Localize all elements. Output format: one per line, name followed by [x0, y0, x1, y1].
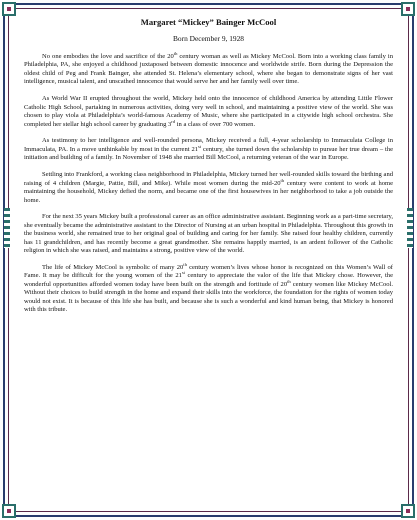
side-ornament-icon — [407, 208, 413, 248]
paragraph: As World War II erupted throughout the world, Mickey held onto the innocence of childhood America by attending Little Flower Catholic High School, partaking in numerous activities, doing very well in school, and maintaining a positive view of the world. She was chosen to play viola at Philadelphia’s world-famous Academy of Music, where she participated in a citywide high school orchestra. She completed her stellar high school career by graduating 3rd in a class of over 700 women. — [24, 95, 393, 128]
corner-ornament-icon — [401, 2, 415, 16]
document-title: Margaret “Mickey” Bainger McCool — [140, 17, 277, 27]
paragraph: Settling into Frankford, a working class neighborhood in Philadelphia, Mickey turned her well-rounded skills toward the birthing and raising of 4 children (Margie, Pattie, Bill, and Mike). While most women during the mid-20th century were content to work at home maintaining the household, Mickey defied the norm, and became one of the first housewives in her neighborhood to take a job outside the home. — [24, 171, 393, 204]
paragraph: For the next 35 years Mickey built a professional career as an office administrative assistant. Beginning work as a part-time secretary, she eventually became the administrative assistant to the Director of Nursing at an urban hospital in Philadelphia. Throughout this growth in the business world, she remained true to her original goal of building and caring for her family. She raised four healthy children, currently has 11 grandchildren, and has recently become a great grandmother. She remains happily married, is an ardent follower of the Catholic religion in which she was raised, and maintains a strong, positive view of the world. — [24, 213, 393, 255]
paragraph: The life of Mickey McCool is symbolic of many 20th century women’s lives whose honor is recognized on this Women’s Wall of Fame. It may be difficult for the young women of the 21st century to appreciate the valor of the life that Mickey chose. However, the wonderful opportunities afforded women today have been built on the strength and fortitude of 20th century women like Mickey McCool. Without their choices to build strength in the home and expand their skills into the workforce, the foundation for the rights of women today would not exist. It is because of this life she has built, and because she is such a wonderful and kind human being, that Mickey is honored with this tribute. — [24, 261, 393, 314]
document-body — [24, 17, 393, 508]
paragraph: No one embodies the love and sacrifice of the 20th century woman as well as Mickey McCool. Born into a working class family in Philadelphia, PA, she enjoyed a childhood juxtaposed between domestic innocence and worldwide strife. Born during the Depression the oldest child of Peg and Frank Bainger, she attended St. Helena’s elementary school, where she began to demonstrate signs of her vast intelligence, musical talent, and unscathed innocence that would serve her and her family well over time. — [24, 50, 393, 86]
side-ornament-icon — [4, 208, 10, 248]
corner-ornament-icon — [401, 504, 415, 518]
birth-date: Born December 9, 1928 — [172, 34, 244, 43]
paragraph: As testimony to her intelligence and well-rounded persona, Mickey received a full, 4-year scholarship to Immaculata College in Immaculata, PA. In a move unthinkable by most in the current 21st century, she turned down the scholarship to pursue her true dream – the initiation and building of a family. In November of 1948 she married Bill McCool, a returning veteran of the war in Europe. — [24, 137, 393, 162]
corner-ornament-icon — [2, 2, 16, 16]
corner-ornament-icon — [2, 504, 16, 518]
